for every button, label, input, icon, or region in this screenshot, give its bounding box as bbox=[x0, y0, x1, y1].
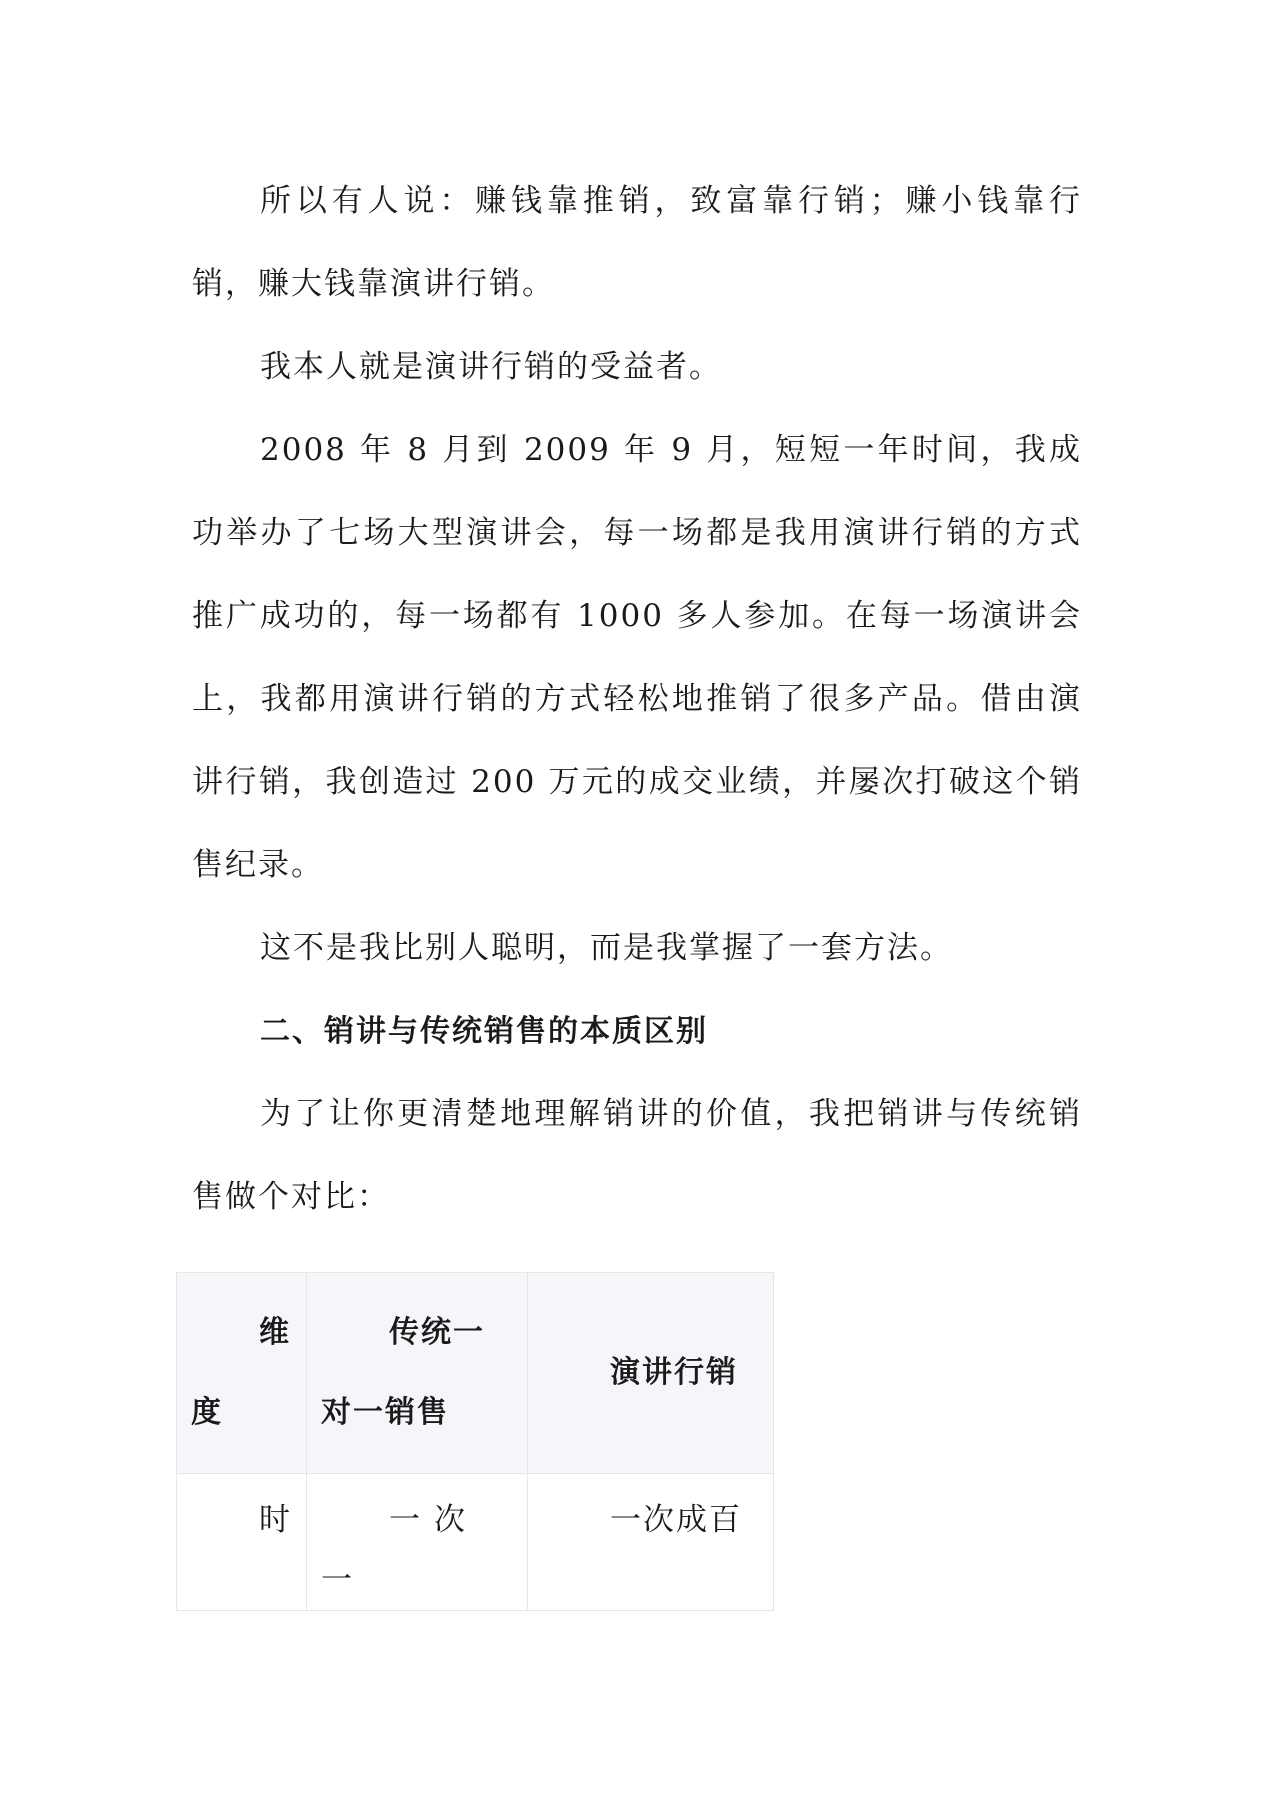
row-dimension: 时 bbox=[259, 1502, 292, 1538]
table-header-cell bbox=[528, 1273, 774, 1474]
header-dimension: 维度 bbox=[191, 1315, 291, 1430]
paragraph-1: 所以有人说：赚钱靠推销，致富靠行销；赚小钱靠行销，赚大钱靠演讲行销。 bbox=[192, 183, 1082, 302]
intro-paragraph: 为了让你更清楚地理解销讲的价值，我把销讲与传统销售做个对比： bbox=[192, 1096, 1082, 1215]
document-body bbox=[192, 160, 1082, 1239]
paragraph-3: 2008 年 8 月到 2009 年 9 月，短短一年时间，我成功举办了七场大型演讲会，每一场都是我用演讲行销的方式推广成功的，每一场都有 1000 多人参加。在每一场演讲会上，我都用演讲行销的方式轻松地推销了很多产品。借由演讲行销，我创造过 200 万元的成交业绩，并屡次打破这个销售纪录。 bbox=[192, 432, 1082, 883]
table-header-cell bbox=[307, 1273, 528, 1474]
section-heading: 二、销讲与传统销售的本质区别 bbox=[260, 1014, 708, 1049]
table-header-cell bbox=[177, 1273, 307, 1474]
table-cell bbox=[177, 1474, 307, 1611]
paragraph-4: 这不是我比别人聪明，而是我掌握了一套方法。 bbox=[260, 930, 953, 966]
paragraph-2: 我本人就是演讲行销的受益者。 bbox=[260, 349, 722, 385]
header-speech-marketing: 演讲行销 bbox=[610, 1355, 738, 1390]
comparison-table bbox=[176, 1272, 774, 1611]
header-traditional-sales: 传统一对一销售 bbox=[321, 1315, 485, 1430]
row-traditional-sales: 一次一 bbox=[321, 1502, 479, 1598]
table-header-row bbox=[177, 1273, 774, 1474]
table-row bbox=[177, 1474, 774, 1611]
comparison-table-wrapper bbox=[176, 1272, 774, 1611]
table-cell bbox=[307, 1474, 528, 1611]
table-cell bbox=[528, 1474, 774, 1611]
row-speech-marketing: 一次成百 bbox=[610, 1502, 742, 1538]
